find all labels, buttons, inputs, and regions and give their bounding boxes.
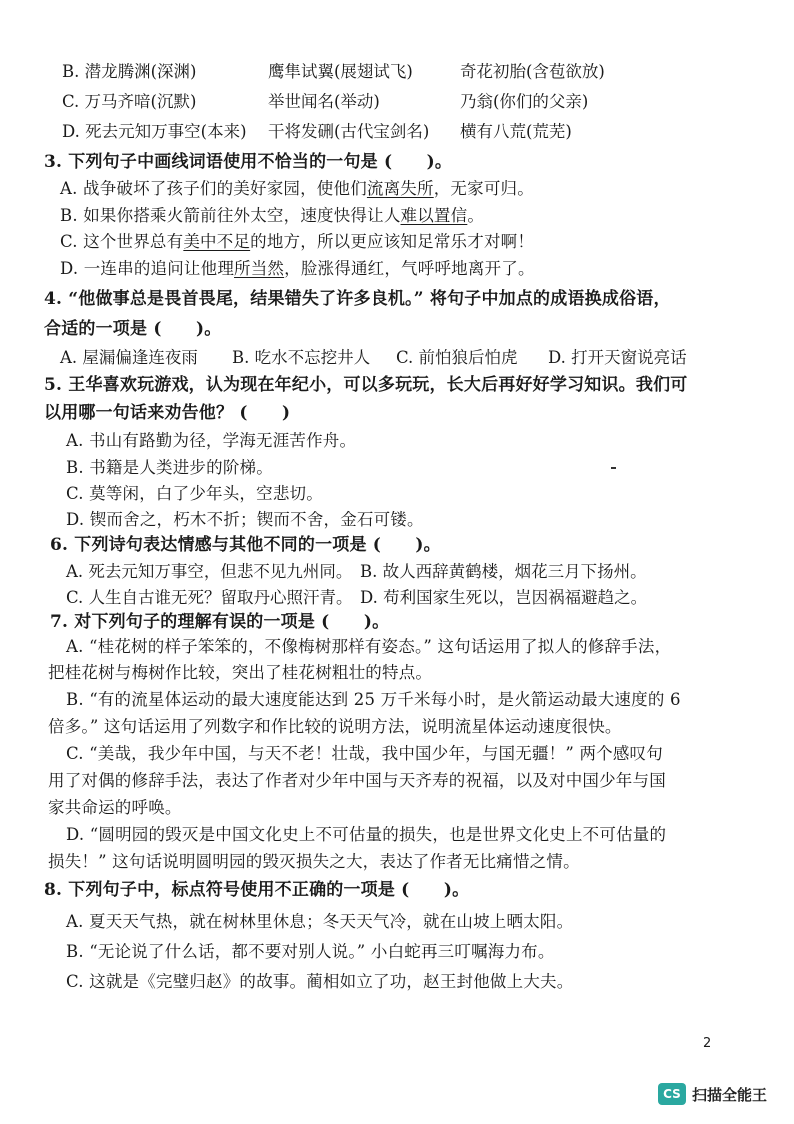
q2-b-1: B. 潜龙腾渊(深渊) <box>62 62 197 81</box>
q4-option-a: A. 屋漏偏逢连夜雨 <box>60 348 198 367</box>
q7-b-line2: 倍多。” 这句话运用了列数字和作比较的说明方法，说明流星体运动速度很快。 <box>48 717 622 736</box>
q6-option-b: B. 故人西辞黄鹤楼，烟花三月下扬州。 <box>360 562 647 581</box>
q3-c-pre: C. 这个世界总有 <box>60 232 184 251</box>
q5-stem-line2: 以用哪一句话来劝告他？ ( ) <box>44 403 291 423</box>
q4-stem-line1: 4. “他做事总是畏首畏尾，结果错失了许多良机。” 将句子中加点的成语换成俗语， <box>44 289 671 309</box>
q3-b-post: 。 <box>467 206 485 225</box>
q7-d-line2: 损失！” 这句话说明圆明园的毁灭损失之大，表达了作者无比痛惜之情。 <box>48 852 580 871</box>
q3-option-b <box>60 206 484 226</box>
q4-option-c: C. 前怕狼后怕虎 <box>396 348 518 367</box>
q2-d-1: D. 死去元知万事空(本来) <box>62 122 247 141</box>
q3-option-c <box>60 232 534 252</box>
camscanner-logo-icon: CS <box>658 1083 686 1105</box>
q5-stem-line1: 5. 王华喜欢玩游戏，认为现在年纪小，可以多玩玩，长大后再好好学习知识。我们可 <box>44 375 688 395</box>
q6-option-d: D. 苟利国家生死以，岂因祸福避趋之。 <box>360 588 648 607</box>
q3-b-underlined: 难以置信 <box>400 206 468 225</box>
q2-c-2: 举世闻名(举动) <box>268 92 380 111</box>
q7-b-line1: B. “有的流星体运动的最大速度能达到 25 万千米每小时，是火箭运动最大速度的 6 <box>66 690 681 709</box>
q4-stem-line2: 合适的一项是 ( )。 <box>44 319 222 339</box>
page-number: 2 <box>703 1036 712 1051</box>
q7-a-line2: 把桂花树与梅树作比较，突出了桂花树粗壮的特点。 <box>48 663 433 682</box>
q7-c-line1: C. “美哉，我少年中国，与天不老！壮哉，我中国少年，与国无疆！” 两个感叹句 <box>66 744 663 763</box>
q7-d-line1: D. “圆明园的毁灭是中国文化史上不可估量的损失，也是世界文化史上不可估量的 <box>66 825 667 844</box>
q3-option-d <box>60 259 535 279</box>
q4-option-d: D. 打开天窗说亮话 <box>548 348 687 367</box>
q4-option-b: B. 吃水不忘挖井人 <box>232 348 371 367</box>
q3-d-pre: D. 一连串的追问让他理 <box>60 259 235 278</box>
q2-d-2: 干将发硎(古代宝剑名) <box>268 122 430 141</box>
q2-c-1: C. 万马齐喑(沉默) <box>62 92 197 111</box>
q5-option-d: D. 锲而舍之，朽木不折；锲而不舍，金石可镂。 <box>66 510 424 529</box>
q6-option-c: C. 人生自古谁无死？留取丹心照汗青。 <box>66 588 353 607</box>
q2-c-3: 乃翁(你们的父亲) <box>460 92 589 111</box>
q5-option-b: B. 书籍是人类进步的阶梯。 <box>66 458 273 477</box>
scanner-watermark <box>658 1083 767 1105</box>
q7-a-line1: A. “桂花树的样子笨笨的，不像梅树那样有姿态。” 这句话运用了拟人的修辞手法， <box>66 637 672 656</box>
q2-b-2: 鹰隼试翼(展翅试飞) <box>268 62 413 81</box>
scan-speck <box>611 467 616 469</box>
q8-stem: 8. 下列句子中，标点符号使用不正确的一项是 ( )。 <box>44 880 470 900</box>
q8-option-c: C. 这就是《完璧归赵》的故事。蔺相如立了功，赵王封他做上大夫。 <box>66 972 574 991</box>
q2-b-3: 奇花初胎(含苞欲放) <box>460 62 605 81</box>
q2-d-3: 横有八荒(荒芜) <box>460 122 572 141</box>
watermark-text: 扫描全能王 <box>692 1085 768 1104</box>
q3-c-post: 的地方，所以更应该知足常乐才对啊！ <box>250 232 535 251</box>
q6-stem: 6. 下列诗句表达情感与其他不同的一项是 ( )。 <box>50 535 441 555</box>
q3-c-underlined: 美中不足 <box>183 232 251 251</box>
q3-stem: 3. 下列句子中画线词语使用不恰当的一句是 ( )。 <box>44 152 453 172</box>
q3-d-underlined: 所当然 <box>234 259 285 278</box>
q3-b-pre: B. 如果你搭乘火箭前往外太空，速度快得让人 <box>60 206 401 225</box>
q7-c-line3: 家共命运的呼唤。 <box>48 798 182 817</box>
q3-a-pre: A. 战争破坏了孩子们的美好家园，使他们 <box>60 179 367 198</box>
q7-c-line2: 用了对偶的修辞手法，表达了作者对少年中国与天齐寿的祝福，以及对中国少年与国 <box>48 771 666 790</box>
q6-option-a: A. 死去元知万事空，但悲不见九州同。 <box>66 562 353 581</box>
q5-option-a: A. 书山有路勤为径，学海无涯苦作舟。 <box>66 431 357 450</box>
q3-option-a <box>60 179 534 199</box>
q7-stem: 7. 对下列句子的理解有误的一项是 ( )。 <box>50 612 390 632</box>
q8-option-a: A. 夏天天气热，就在树林里休息；冬天天气冷，就在山坡上晒太阳。 <box>66 912 574 931</box>
q8-option-b: B. “无论说了什么话，都不要对别人说。” 小白蛇再三叮嘱海力布。 <box>66 942 555 961</box>
q3-d-post: ，脸涨得通红，气呼呼地离开了。 <box>284 259 535 278</box>
q5-option-c: C. 莫等闲，白了少年头，空悲切。 <box>66 484 323 503</box>
q3-a-post: ，无家可归。 <box>433 179 534 198</box>
q3-a-underlined: 流离失所 <box>366 179 434 198</box>
